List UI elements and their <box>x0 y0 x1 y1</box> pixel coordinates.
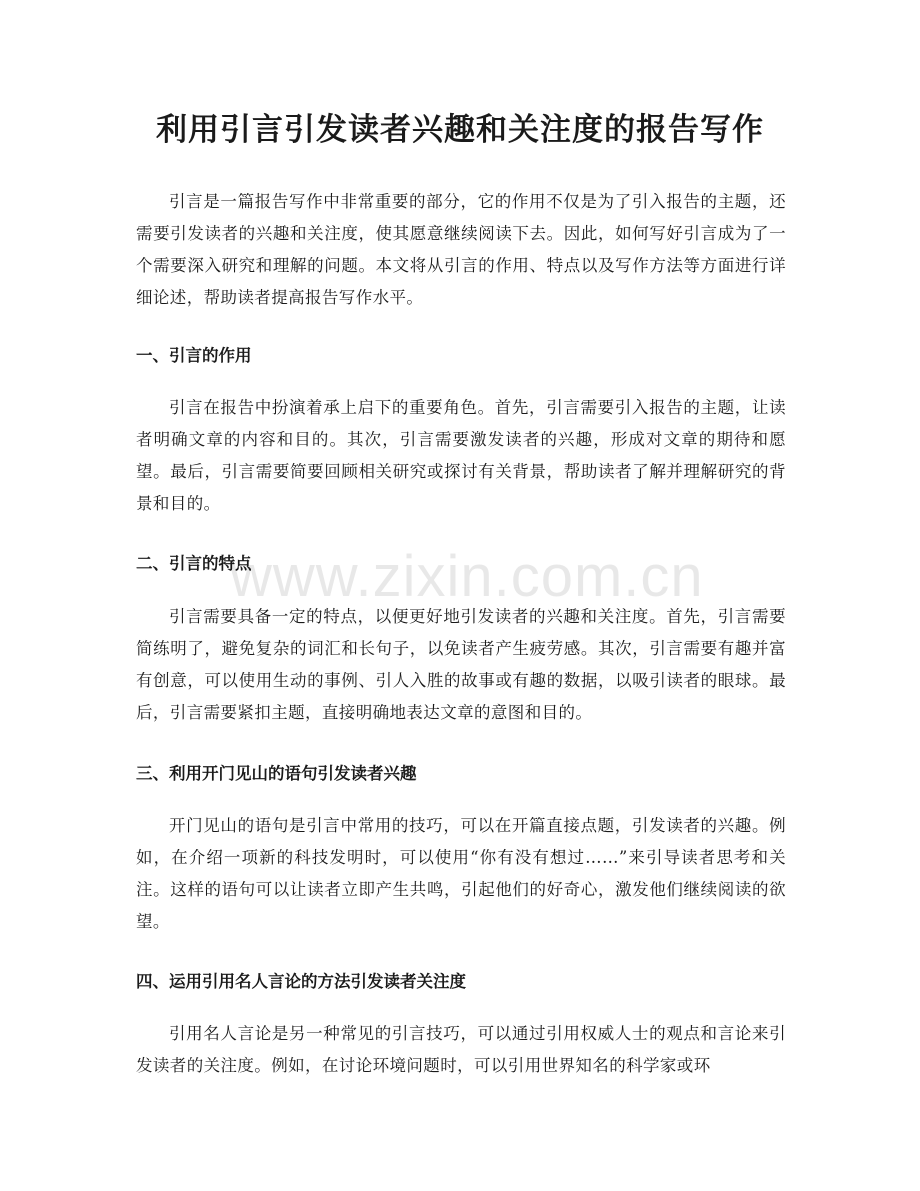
document-title: 利用引言引发读者兴趣和关注度的报告写作 <box>156 112 764 148</box>
section-2-body <box>136 601 786 729</box>
section-1 <box>136 342 786 370</box>
section-paragraph: 引用名人言论是另一种常见的引言技巧，可以通过引用权威人士的观点和言论来引发读者的关注度。例如，在讨论环境问题时，可以引用世界知名的科学家或环 <box>136 1024 786 1075</box>
section-4-body <box>136 1018 786 1082</box>
section-paragraph: 引言在报告中扮演着承上启下的重要角色。首先，引言需要引入报告的主题，让读者明确文章的内容和目的。其次，引言需要激发读者的兴趣，形成对文章的期待和愿望。最后，引言需要简要回顾相关研究或探讨有关背景，帮助读者了解并理解研究的背景和目的。 <box>136 398 786 513</box>
section-heading: 四、运用引用名人言论的方法引发读者关注度 <box>136 972 466 991</box>
section-3 <box>136 760 786 788</box>
section-3-body <box>136 810 786 938</box>
section-paragraph: 引言需要具备一定的特点，以便更好地引发读者的兴趣和关注度。首先，引言需要简练明了，避免复杂的词汇和长句子，以免读者产生疲劳感。其次，引言需要有趣并富有创意，可以使用生动的事例、引人入胜的故事或有趣的数据，以吸引读者的眼球。最后，引言需要紧扣主题，直接明确地表达文章的意图和目的。 <box>136 607 786 722</box>
section-heading: 二、引言的特点 <box>136 554 252 573</box>
intro-paragraph: 引言是一篇报告写作中非常重要的部分，它的作用不仅是为了引入报告的主题，还需要引发读者的兴趣和关注度，使其愿意继续阅读下去。因此，如何写好引言成为了一个需要深入研究和理解的问题。本文将从引言的作用、特点以及写作方法等方面进行详细论述，帮助读者提高报告写作水平。 <box>136 192 786 307</box>
section-heading: 三、利用开门见山的语句引发读者兴趣 <box>136 764 417 783</box>
intro-block <box>136 186 786 314</box>
section-paragraph: 开门见山的语句是引言中常用的技巧，可以在开篇直接点题，引发读者的兴趣。例如，在介绍一项新的科技发明时，可以使用“你有没有想过……”来引导读者思考和关注。这样的语句可以让读者立即产生共鸣，引起他们的好奇心，激发他们继续阅读的欲望。 <box>136 816 786 931</box>
watermark: www.zixin.com.cn <box>230 544 704 609</box>
section-1-body <box>136 392 786 520</box>
section-4 <box>136 968 786 996</box>
section-heading: 一、引言的作用 <box>136 346 252 365</box>
section-2 <box>136 550 786 578</box>
